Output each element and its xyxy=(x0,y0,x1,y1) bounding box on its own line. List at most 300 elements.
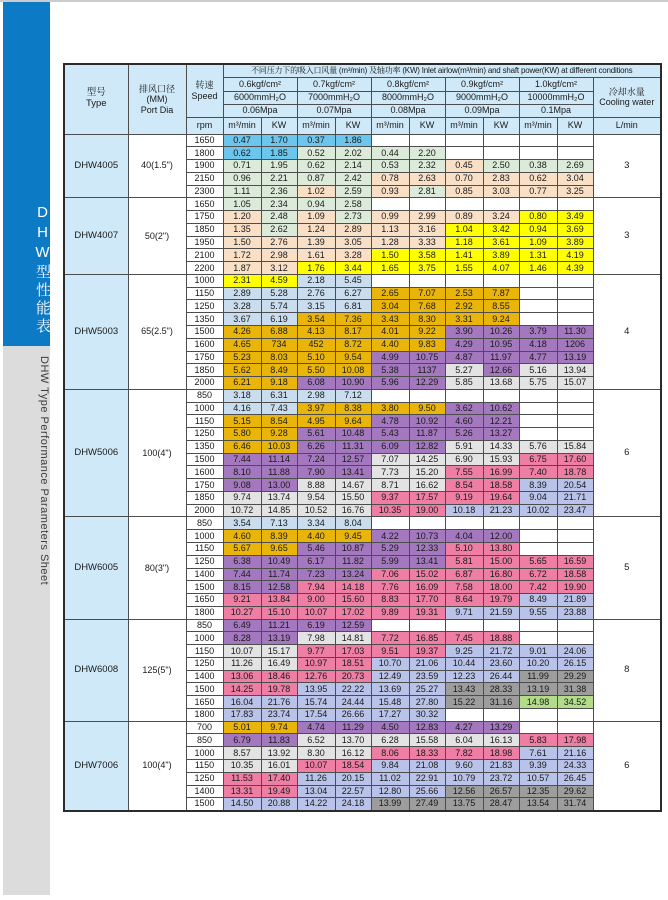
value-cell: 11.74 xyxy=(261,568,297,581)
value-cell: 5.91 xyxy=(445,440,483,453)
value-cell: 12.33 xyxy=(409,543,445,556)
value-cell xyxy=(557,147,593,160)
value-cell: 23.88 xyxy=(557,606,593,619)
value-cell: 21.71 xyxy=(557,491,593,504)
value-cell: 5.75 xyxy=(519,377,557,390)
value-cell: 7.87 xyxy=(483,287,519,300)
value-cell: 5.65 xyxy=(519,555,557,568)
value-cell xyxy=(483,708,519,721)
rpm-cell: 1150 xyxy=(186,287,223,300)
value-cell: 9.54 xyxy=(297,491,335,504)
value-cell: 0.37 xyxy=(297,134,335,147)
table-row xyxy=(64,517,661,530)
unit-cooling: L/min xyxy=(593,117,661,134)
value-cell: 14.50 xyxy=(223,798,261,811)
unit-flow-4: m³/min xyxy=(519,117,557,134)
value-cell: 4.01 xyxy=(371,325,409,338)
value-cell: 1.55 xyxy=(445,262,483,275)
value-cell: 16.01 xyxy=(261,760,297,773)
cooling-water-cell: 6 xyxy=(593,721,661,810)
rpm-cell: 1800 xyxy=(186,606,223,619)
value-cell: 10.72 xyxy=(223,504,261,517)
value-cell: 6.08 xyxy=(297,377,335,390)
value-cell: 23.47 xyxy=(557,504,593,517)
rpm-cell: 850 xyxy=(186,619,223,632)
rpm-cell: 1000 xyxy=(186,530,223,543)
value-cell xyxy=(519,402,557,415)
value-cell: 2.89 xyxy=(223,287,261,300)
port-dia-cell: 125(5") xyxy=(128,619,186,721)
value-cell: 4.26 xyxy=(223,325,261,338)
model-cell: DHW4005 xyxy=(64,134,128,198)
value-cell: 3.16 xyxy=(409,223,445,236)
port-label-cn: 排风口径 xyxy=(138,83,175,94)
value-cell: 5.81 xyxy=(445,555,483,568)
value-cell: 5.27 xyxy=(445,364,483,377)
value-cell: 2.73 xyxy=(335,211,371,224)
rpm-cell: 1250 xyxy=(186,657,223,670)
value-cell: 3.34 xyxy=(297,517,335,530)
value-cell: 3.90 xyxy=(445,325,483,338)
rpm-cell: 1150 xyxy=(186,760,223,773)
value-cell: 25.27 xyxy=(409,683,445,696)
value-cell: 8.57 xyxy=(223,747,261,760)
col-header-port-dia xyxy=(128,64,186,134)
value-cell: 21.59 xyxy=(483,606,519,619)
value-cell: 10.62 xyxy=(483,402,519,415)
value-cell xyxy=(557,543,593,556)
pressure-mmh2o-3: 9000mmH₂O xyxy=(445,91,519,104)
value-cell: 21.89 xyxy=(557,594,593,607)
value-cell: 3.58 xyxy=(409,249,445,262)
value-cell: 10.26 xyxy=(483,325,519,338)
value-cell: 4.19 xyxy=(557,249,593,262)
value-cell: 7.07 xyxy=(409,287,445,300)
value-cell: 3.89 xyxy=(483,249,519,262)
value-cell xyxy=(409,198,445,211)
value-cell: 13.04 xyxy=(297,785,335,798)
value-cell: 8.72 xyxy=(335,338,371,351)
col-header-speed xyxy=(186,64,223,117)
rpm-cell: 1250 xyxy=(186,300,223,313)
value-cell: 11.87 xyxy=(409,428,445,441)
value-cell: 5.23 xyxy=(223,351,261,364)
unit-power-2: KW xyxy=(409,117,445,134)
value-cell: 0.47 xyxy=(223,134,261,147)
model-cell: DHW7006 xyxy=(64,721,128,810)
value-cell: 7.44 xyxy=(223,453,261,466)
value-cell: 2.69 xyxy=(557,160,593,173)
value-cell: 10.35 xyxy=(223,760,261,773)
value-cell: 8.10 xyxy=(223,466,261,479)
value-cell: 13.80 xyxy=(483,543,519,556)
value-cell xyxy=(519,721,557,734)
value-cell: 9.74 xyxy=(223,491,261,504)
value-cell: 15.20 xyxy=(409,466,445,479)
value-cell: 21.16 xyxy=(557,747,593,760)
value-cell: 23.59 xyxy=(409,670,445,683)
rpm-cell: 1350 xyxy=(186,313,223,326)
value-cell: 16.13 xyxy=(483,734,519,747)
value-cell: 8.38 xyxy=(335,402,371,415)
value-cell: 13.43 xyxy=(445,683,483,696)
rpm-cell: 850 xyxy=(186,389,223,402)
value-cell: 11.29 xyxy=(335,721,371,734)
value-cell: 6.52 xyxy=(297,734,335,747)
value-cell: 6.26 xyxy=(297,440,335,453)
rpm-cell: 1750 xyxy=(186,479,223,492)
value-cell: 3.28 xyxy=(335,249,371,262)
port-dia-cell: 40(1.5") xyxy=(128,134,186,198)
col-header-type xyxy=(64,64,128,134)
value-cell: 14.81 xyxy=(335,632,371,645)
rpm-cell: 1500 xyxy=(186,683,223,696)
value-cell: 20.73 xyxy=(335,670,371,683)
value-cell: 9.55 xyxy=(519,606,557,619)
port-dia-cell: 65(2.5") xyxy=(128,274,186,389)
value-cell: 1.70 xyxy=(261,134,297,147)
value-cell: 3.75 xyxy=(409,262,445,275)
cooling-label-cn: 冷却水量 xyxy=(608,86,645,97)
model-cell: DHW4007 xyxy=(64,198,128,275)
value-cell: 2.62 xyxy=(261,223,297,236)
value-cell: 0.38 xyxy=(519,160,557,173)
rpm-cell: 2100 xyxy=(186,249,223,262)
rpm-cell: 2200 xyxy=(186,262,223,275)
value-cell: 5.67 xyxy=(223,543,261,556)
type-label-en: Type xyxy=(85,98,107,110)
table-row xyxy=(64,389,661,402)
value-cell: 15.58 xyxy=(409,734,445,747)
value-cell: 22.91 xyxy=(409,772,445,785)
performance-table xyxy=(63,63,662,812)
value-cell: 18.78 xyxy=(557,466,593,479)
value-cell: 12.00 xyxy=(483,530,519,543)
value-cell: 1.76 xyxy=(297,262,335,275)
port-dia-cell: 100(4") xyxy=(128,721,186,810)
value-cell: 12.49 xyxy=(371,670,409,683)
value-cell: 11.26 xyxy=(223,657,261,670)
value-cell: 5.74 xyxy=(261,300,297,313)
value-cell: 9.22 xyxy=(409,325,445,338)
rpm-cell: 1500 xyxy=(186,798,223,811)
value-cell: 3.97 xyxy=(297,402,335,415)
value-cell: 11.97 xyxy=(483,351,519,364)
value-cell: 17.98 xyxy=(557,734,593,747)
value-cell: 0.93 xyxy=(371,185,409,198)
value-cell: 9.45 xyxy=(335,530,371,543)
value-cell xyxy=(483,134,519,147)
cooling-water-cell: 4 xyxy=(593,274,661,389)
value-cell: 4.22 xyxy=(371,530,409,543)
unit-flow-0: m³/min xyxy=(223,117,261,134)
value-cell: 28.33 xyxy=(483,683,519,696)
value-cell: 9.18 xyxy=(261,377,297,390)
pressure-mmh2o-4: 10000mmH₂O xyxy=(519,91,593,104)
rpm-cell: 2000 xyxy=(186,377,223,390)
value-cell xyxy=(519,530,557,543)
value-cell: 13.74 xyxy=(261,491,297,504)
value-cell: 15.84 xyxy=(557,440,593,453)
pressure-mmh2o-2: 8000mmH₂O xyxy=(371,91,445,104)
value-cell: 11.30 xyxy=(557,325,593,338)
value-cell: 30.32 xyxy=(409,708,445,721)
pressure-kgf-3: 0.9kgf/cm² xyxy=(445,77,519,91)
value-cell: 11.21 xyxy=(261,619,297,632)
table-main-title: 不同压力下的吸入口风量 (m³/min) 及轴功率 (KW) Inlet airlow(m³/min) and shaft power(KW) at different conditions xyxy=(223,64,661,77)
value-cell: 5.26 xyxy=(445,428,483,441)
value-cell: 8.54 xyxy=(261,415,297,428)
value-cell: 5.62 xyxy=(223,364,261,377)
unit-power-3: KW xyxy=(483,117,519,134)
value-cell: 10.08 xyxy=(335,364,371,377)
rpm-cell: 1400 xyxy=(186,670,223,683)
value-cell: 10.70 xyxy=(371,657,409,670)
rpm-cell: 1600 xyxy=(186,338,223,351)
value-cell: 18.58 xyxy=(557,568,593,581)
value-cell: 11.26 xyxy=(297,772,335,785)
rpm-cell: 1800 xyxy=(186,147,223,160)
value-cell: 9.84 xyxy=(371,760,409,773)
value-cell: 0.71 xyxy=(223,160,261,173)
value-cell: 5.43 xyxy=(371,428,409,441)
value-cell: 8.30 xyxy=(297,747,335,760)
value-cell: 8.54 xyxy=(445,479,483,492)
value-cell: 13.70 xyxy=(335,734,371,747)
value-cell: 5.45 xyxy=(335,274,371,287)
port-label-en: Port Dia xyxy=(140,104,174,115)
value-cell xyxy=(483,198,519,211)
port-dia-cell: 50(2") xyxy=(128,198,186,275)
value-cell xyxy=(409,517,445,530)
rpm-cell: 1650 xyxy=(186,696,223,709)
value-cell: 17.57 xyxy=(409,491,445,504)
value-cell: 12.23 xyxy=(445,670,483,683)
value-cell: 0.80 xyxy=(519,211,557,224)
value-cell: 7.82 xyxy=(445,747,483,760)
cooling-water-cell: 6 xyxy=(593,389,661,517)
value-cell: 2.58 xyxy=(335,198,371,211)
rpm-cell: 1250 xyxy=(186,428,223,441)
value-cell: 12.82 xyxy=(409,440,445,453)
value-cell: 5.15 xyxy=(223,415,261,428)
value-cell xyxy=(371,517,409,530)
value-cell xyxy=(557,389,593,402)
value-cell: 26.45 xyxy=(557,772,593,785)
value-cell: 5.80 xyxy=(223,428,261,441)
rpm-cell: 1950 xyxy=(186,236,223,249)
value-cell: 19.49 xyxy=(261,785,297,798)
rpm-cell: 1000 xyxy=(186,274,223,287)
value-cell xyxy=(519,313,557,326)
value-cell: 13.84 xyxy=(261,594,297,607)
value-cell xyxy=(483,389,519,402)
value-cell: 13.00 xyxy=(261,479,297,492)
rpm-cell: 1250 xyxy=(186,555,223,568)
value-cell: 11.99 xyxy=(519,670,557,683)
pressure-mmh2o-1: 7000mmH₂O xyxy=(297,91,371,104)
value-cell: 10.35 xyxy=(371,504,409,517)
value-cell: 9.77 xyxy=(297,645,335,658)
value-cell: 13.19 xyxy=(261,632,297,645)
value-cell: 22.22 xyxy=(335,683,371,696)
value-cell: 2.63 xyxy=(409,172,445,185)
value-cell: 4.07 xyxy=(483,262,519,275)
value-cell: 3.04 xyxy=(557,172,593,185)
value-cell: 5.50 xyxy=(297,364,335,377)
value-cell: 15.60 xyxy=(335,594,371,607)
rpm-cell: 850 xyxy=(186,734,223,747)
value-cell: 27.49 xyxy=(409,798,445,811)
value-cell: 29.62 xyxy=(557,785,593,798)
value-cell: 24.33 xyxy=(557,760,593,773)
value-cell: 1.28 xyxy=(371,236,409,249)
rpm-cell: 700 xyxy=(186,721,223,734)
value-cell: 6.19 xyxy=(297,619,335,632)
value-cell: 11.83 xyxy=(261,734,297,747)
value-cell: 7.44 xyxy=(223,568,261,581)
rpm-cell: 1850 xyxy=(186,364,223,377)
value-cell: 27.80 xyxy=(409,696,445,709)
value-cell xyxy=(371,619,409,632)
value-cell: 7.42 xyxy=(519,581,557,594)
value-cell: 9.21 xyxy=(223,594,261,607)
value-cell xyxy=(445,198,483,211)
value-cell xyxy=(519,198,557,211)
value-cell: 6.79 xyxy=(223,734,261,747)
value-cell: 15.10 xyxy=(261,606,297,619)
value-cell: 6.87 xyxy=(445,568,483,581)
value-cell: 10.87 xyxy=(335,543,371,556)
sidebar-subtitle-bar xyxy=(3,346,50,895)
value-cell: 2.98 xyxy=(261,249,297,262)
value-cell: 0.85 xyxy=(445,185,483,198)
value-cell: 1.39 xyxy=(297,236,335,249)
value-cell: 14.85 xyxy=(261,504,297,517)
pressure-kgf-4: 1.0kgf/cm² xyxy=(519,77,593,91)
value-cell: 29.29 xyxy=(557,670,593,683)
value-cell: 2.02 xyxy=(335,147,371,160)
port-dia-cell: 100(4") xyxy=(128,389,186,517)
value-cell: 7.24 xyxy=(297,453,335,466)
sidebar-accent-bar xyxy=(3,2,50,346)
value-cell xyxy=(519,632,557,645)
value-cell: 10.73 xyxy=(409,530,445,543)
value-cell: 2.65 xyxy=(371,287,409,300)
value-cell: 26.44 xyxy=(483,670,519,683)
value-cell: 10.90 xyxy=(335,377,371,390)
value-cell: 3.49 xyxy=(557,211,593,224)
value-cell: 24.06 xyxy=(557,645,593,658)
value-cell: 2.92 xyxy=(445,300,483,313)
value-cell: 21.72 xyxy=(483,645,519,658)
value-cell xyxy=(557,632,593,645)
value-cell: 10.07 xyxy=(297,606,335,619)
value-cell: 13.06 xyxy=(223,670,261,683)
value-cell: 13.24 xyxy=(335,568,371,581)
value-cell: 1.86 xyxy=(335,134,371,147)
value-cell: 12.66 xyxy=(483,364,519,377)
value-cell: 17.27 xyxy=(371,708,409,721)
value-cell xyxy=(557,198,593,211)
value-cell: 4.60 xyxy=(445,415,483,428)
value-cell: 1.46 xyxy=(519,262,557,275)
value-cell: 9.64 xyxy=(335,415,371,428)
value-cell: 7.13 xyxy=(261,517,297,530)
value-cell: 2.89 xyxy=(335,223,371,236)
value-cell: 1.24 xyxy=(297,223,335,236)
value-cell: 18.46 xyxy=(261,670,297,683)
value-cell: 3.89 xyxy=(557,236,593,249)
value-cell: 2.50 xyxy=(483,160,519,173)
value-cell: 15.50 xyxy=(335,491,371,504)
value-cell: 1.65 xyxy=(371,262,409,275)
value-cell: 13.92 xyxy=(261,747,297,760)
value-cell: 10.95 xyxy=(483,338,519,351)
value-cell: 1.13 xyxy=(371,223,409,236)
value-cell: 3.43 xyxy=(371,313,409,326)
value-cell: 10.48 xyxy=(335,428,371,441)
value-cell: 0.62 xyxy=(297,160,335,173)
value-cell: 10.07 xyxy=(297,760,335,773)
value-cell: 18.58 xyxy=(483,479,519,492)
value-cell: 10.75 xyxy=(409,351,445,364)
rpm-cell: 1750 xyxy=(186,211,223,224)
value-cell: 11.02 xyxy=(371,772,409,785)
value-cell: 15.48 xyxy=(371,696,409,709)
value-cell: 6.19 xyxy=(261,313,297,326)
value-cell: 6.31 xyxy=(261,389,297,402)
value-cell: 4.04 xyxy=(445,530,483,543)
value-cell: 11.82 xyxy=(335,555,371,568)
value-cell: 4.13 xyxy=(297,325,335,338)
value-cell xyxy=(557,517,593,530)
value-cell: 4.77 xyxy=(519,351,557,364)
value-cell: 22.57 xyxy=(335,785,371,798)
value-cell: 3.03 xyxy=(483,185,519,198)
value-cell: 9.00 xyxy=(297,594,335,607)
value-cell: 0.62 xyxy=(519,172,557,185)
value-cell xyxy=(557,721,593,734)
value-cell: 18.98 xyxy=(483,747,519,760)
value-cell: 4.40 xyxy=(297,530,335,543)
value-cell: 1.95 xyxy=(261,160,297,173)
value-cell xyxy=(557,708,593,721)
value-cell: 2.18 xyxy=(297,274,335,287)
value-cell: 7.98 xyxy=(297,632,335,645)
value-cell: 8.03 xyxy=(261,351,297,364)
value-cell: 2.83 xyxy=(483,172,519,185)
value-cell: 2.53 xyxy=(445,287,483,300)
value-cell: 20.54 xyxy=(557,479,593,492)
value-cell: 5.46 xyxy=(297,543,335,556)
value-cell: 9.65 xyxy=(261,543,297,556)
value-cell: 1.61 xyxy=(297,249,335,262)
value-cell: 6.28 xyxy=(371,734,409,747)
rpm-cell: 1000 xyxy=(186,632,223,645)
value-cell: 24.44 xyxy=(335,696,371,709)
value-cell: 2.59 xyxy=(335,185,371,198)
value-cell: 14.25 xyxy=(223,683,261,696)
value-cell: 10.20 xyxy=(519,657,557,670)
rpm-cell: 1500 xyxy=(186,325,223,338)
value-cell: 15.93 xyxy=(483,453,519,466)
value-cell: 6.88 xyxy=(261,325,297,338)
value-cell: 9.28 xyxy=(261,428,297,441)
value-cell: 6.38 xyxy=(223,555,261,568)
cooling-label-en: Cooling water xyxy=(599,97,655,107)
value-cell: 11.53 xyxy=(223,772,261,785)
